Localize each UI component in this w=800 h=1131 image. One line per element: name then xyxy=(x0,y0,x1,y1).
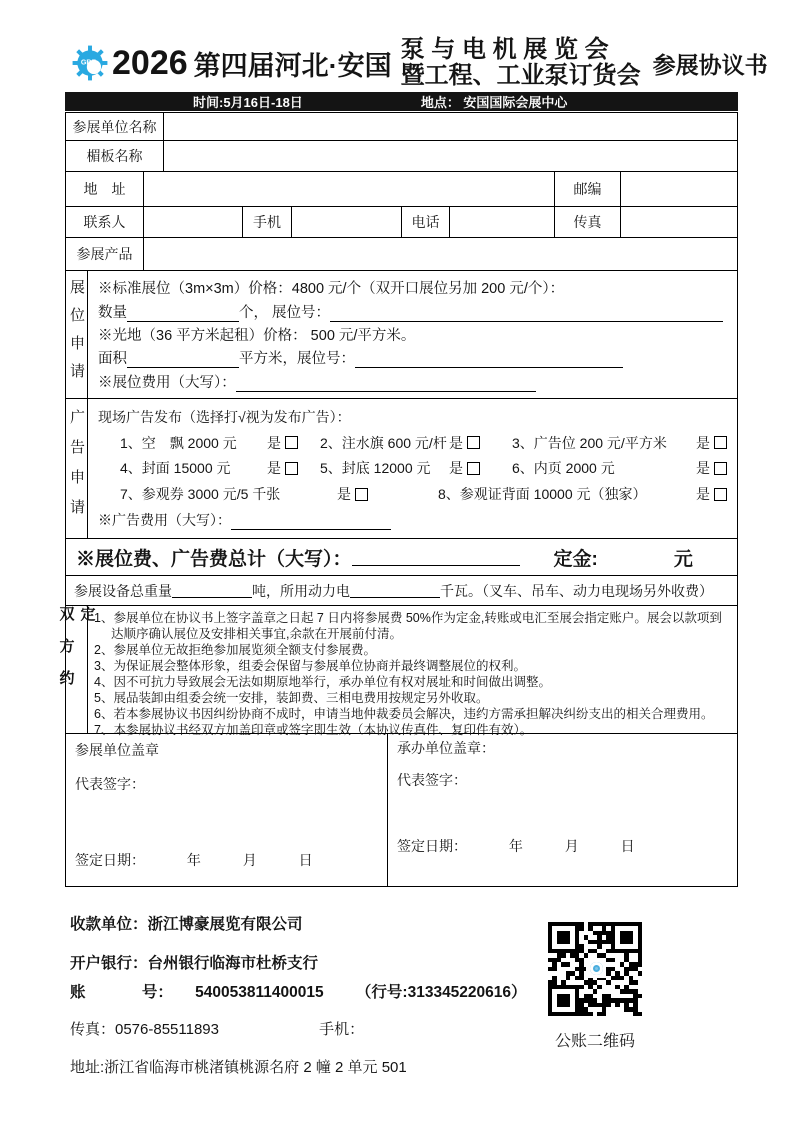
booth-area-line xyxy=(98,347,727,368)
phone-field[interactable] xyxy=(450,207,555,237)
ad-item-3-checkbox[interactable] xyxy=(714,436,727,449)
term-1: 1、参展单位在协议书上签字盖章之日起 7 日内将参展费 50%作为定金,转账或电汇至展会指定账户。展会以款项到达顺序确认展位及安排相关事宜,余款在开展前付清。 xyxy=(94,611,722,641)
address-field[interactable] xyxy=(144,172,555,206)
company-name-field[interactable] xyxy=(164,113,737,140)
ad-item-8 xyxy=(438,484,727,504)
event-venue: 地点： 安国国际会展中心 xyxy=(420,95,568,110)
booth-standard-price-line: ※标准展位（3m×3m）价格：4800 元/个（双开口展位另加 200 元/个）： xyxy=(98,281,565,298)
ad-item-4-label: 4、封面 15000 元 xyxy=(120,460,231,477)
ad-item-2-label: 2、注水旗 600 元/杆 xyxy=(320,434,447,451)
ad-item-8-yes-label: 是 xyxy=(696,486,710,503)
organizer-sign-label[interactable]: 代表签字： xyxy=(397,772,467,788)
totals-label: ※展位费、广告费总计（大写）： xyxy=(76,548,352,570)
term-4: 4、因不可抗力导致展会无法如期原地举行，承办单位有权对展址和时间做出调整。 xyxy=(94,675,551,689)
address-label: 地 址 xyxy=(66,172,144,206)
logo-text: GBZ xyxy=(80,58,96,67)
signature-section xyxy=(66,734,737,886)
equipment-mid-label: 吨，所用动力电 xyxy=(252,582,350,599)
postcode-label: 邮编 xyxy=(555,172,621,206)
fascia-name-field[interactable] xyxy=(164,141,737,171)
booth-rawspace-price-line: ※光地（36 平方米起租）价格： 500 元/平方米。 xyxy=(98,327,416,344)
ad-fee-label: ※广告费用（大写）： xyxy=(98,512,231,529)
document-type-title: 参展协议书 xyxy=(652,51,768,78)
totals-row xyxy=(66,539,737,576)
booth-quantity-line xyxy=(98,301,727,322)
ad-item-2-yes-label: 是 xyxy=(449,434,463,451)
booth-qty-suffix: 个， 展位号： xyxy=(239,304,331,321)
ad-item-4-yes-label: 是 xyxy=(267,460,281,477)
ad-item-3-label: 3、广告位 200 元/平方米 xyxy=(512,434,667,451)
postcode-field[interactable] xyxy=(621,172,737,206)
ad-item-5-yes-label: 是 xyxy=(449,460,463,477)
account-no-label: 号： xyxy=(141,984,173,1001)
mobile-label: 手机 xyxy=(243,207,292,237)
products-label: 参展产品 xyxy=(66,238,144,270)
booth-area-label: 面积 xyxy=(98,351,127,368)
header xyxy=(63,34,768,92)
address-row xyxy=(66,172,737,207)
products-row xyxy=(66,238,737,271)
booth-fee-line xyxy=(98,371,727,392)
equipment-weight-blank[interactable] xyxy=(172,583,252,598)
ad-item-1 xyxy=(120,433,298,453)
term-5: 5、展品装卸由组委会统一安排，装卸费、三相电费用按规定另外收取。 xyxy=(94,691,489,705)
term-6: 6、若本参展协议书因纠纷协商不成时，申请当地仲裁委员会解决，违约方需承担解决纠纷支出的相关合理费用。 xyxy=(94,707,714,721)
ad-fee-line xyxy=(98,510,727,530)
equipment-tail-label: 千瓦。（叉车、吊车、动力电现场另外收费） xyxy=(440,582,713,599)
ad-item-7-label: 7、参观券 3000 元/5 千张 xyxy=(120,486,281,503)
deposit-unit: 元 xyxy=(673,548,693,570)
organizer-day-label: 日 xyxy=(620,838,635,854)
event-title-line2: 暨工程、工业泵订货会 xyxy=(400,62,641,89)
ad-intro-line: 现场广告发布（选择打√视为发布广告）： xyxy=(98,408,351,425)
equipment-power-blank[interactable] xyxy=(350,583,440,598)
ad-item-1-label: 1、空 飘 2000 元 xyxy=(120,434,237,451)
booth-area-suffix: 平方米，展位号： xyxy=(239,351,355,368)
exhibitor-date-label: 签定日期： xyxy=(75,852,145,868)
ad-item-7-yes-label: 是 xyxy=(337,486,351,503)
deposit-label: 定金: xyxy=(553,548,598,570)
ad-item-8-checkbox[interactable] xyxy=(714,488,727,501)
exhibitor-date-line[interactable] xyxy=(75,850,313,870)
booth-area-blank[interactable] xyxy=(127,353,239,368)
ad-section-label-cell xyxy=(66,399,88,538)
term-3: 3、为保证展会整体形象，组委会保留与参展单位协商并最终调整展位的权利。 xyxy=(94,659,526,673)
terms-section-label-cell xyxy=(57,606,96,733)
event-time: 时间:5月16日-18日 xyxy=(193,95,303,110)
ad-item-1-checkbox[interactable] xyxy=(285,436,298,449)
booth-fee-label: ※展位费用（大写）： xyxy=(98,374,236,391)
gear-logo-icon xyxy=(71,44,109,82)
booth-section-label-cell xyxy=(66,271,88,398)
booth-section-label: 展位申请 xyxy=(68,278,85,391)
exhibitor-signature-cell xyxy=(66,734,388,886)
booth-number-blank[interactable] xyxy=(330,307,723,322)
exhibitor-day-label: 日 xyxy=(298,852,313,868)
ad-item-3-yes-label: 是 xyxy=(696,434,710,451)
payee-line: 收款单位：浙江博豪展览有限公司 xyxy=(70,916,303,933)
bank-line: 开户银行：台州银行临海市杜桥支行 xyxy=(70,955,319,972)
booth-qty-label: 数量 xyxy=(98,304,127,321)
fax-number: 传真：0576-85511893 xyxy=(70,1021,219,1038)
account-label: 账 xyxy=(70,984,86,1001)
bank-code: （行号:313345220616） xyxy=(355,984,527,1001)
fax-field[interactable] xyxy=(621,207,737,237)
ad-item-4-checkbox[interactable] xyxy=(285,462,298,475)
ad-item-6 xyxy=(512,458,727,478)
event-region: 第四届河北·安国 xyxy=(193,50,392,81)
ad-item-6-yes-label: 是 xyxy=(696,460,710,477)
totals-blank[interactable] xyxy=(352,548,520,566)
booth-qty-blank[interactable] xyxy=(127,307,239,322)
company-name-row xyxy=(66,113,737,141)
term-2: 2、参展单位无故拒绝参加展览须全额支付参展费。 xyxy=(94,643,376,657)
mobile-field[interactable] xyxy=(292,207,402,237)
ad-item-5-label: 5、封底 12000 元 xyxy=(320,460,431,477)
mobile-line-label: 手机： xyxy=(319,1021,365,1038)
ad-item-7 xyxy=(120,484,368,504)
fax-label: 传真 xyxy=(555,207,621,237)
qr-caption: 公账二维码 xyxy=(554,1033,635,1050)
ad-section xyxy=(66,399,737,539)
event-year: 2026 xyxy=(112,43,188,82)
phone-label: 电话 xyxy=(402,207,450,237)
event-title xyxy=(401,37,641,89)
organizer-date-label: 签定日期： xyxy=(397,838,467,854)
ad-item-5 xyxy=(320,458,480,478)
contact-row xyxy=(66,207,737,238)
account-number: 540053811400015 xyxy=(195,984,324,1001)
ad-item-2 xyxy=(320,433,480,453)
ad-item-1-yes-label: 是 xyxy=(267,434,281,451)
terms-section xyxy=(57,606,737,737)
contact-label: 联系人 xyxy=(66,207,144,237)
ad-item-4 xyxy=(120,458,298,478)
contact-field[interactable] xyxy=(144,207,243,237)
agreement-form xyxy=(57,112,738,887)
ad-item-7-checkbox[interactable] xyxy=(355,488,368,501)
ad-items-row3 xyxy=(98,484,727,504)
fascia-name-row xyxy=(66,141,737,172)
ad-items-row2 xyxy=(98,458,727,478)
exhibitor-stamp-label: 参展单位盖章 xyxy=(75,742,159,758)
booth-area-number-blank[interactable] xyxy=(355,353,623,368)
fax-line xyxy=(70,1018,540,1039)
exhibitor-year-label: 年 xyxy=(186,852,201,868)
account-line xyxy=(70,980,540,1002)
terms-section-label: 双方约定 xyxy=(57,606,96,702)
equipment-weight-label: 参展设备总重量 xyxy=(74,582,172,599)
ad-item-6-checkbox[interactable] xyxy=(714,462,727,475)
booth-fee-blank[interactable] xyxy=(236,377,536,392)
ad-item-5-checkbox[interactable] xyxy=(467,462,480,475)
ad-section-label: 广告申请 xyxy=(68,408,85,529)
organizer-month-label: 月 xyxy=(564,838,579,854)
event-title-line1: 泵 与 电 机 展 览 会 xyxy=(400,36,609,63)
fascia-name-label: 楣板名称 xyxy=(66,141,164,171)
organizer-stamp-label: 承办单位盖章： xyxy=(397,740,495,756)
organizer-year-label: 年 xyxy=(508,838,523,854)
exhibitor-month-label: 月 xyxy=(242,852,257,868)
exhibitor-sign-label[interactable]: 代表签字： xyxy=(75,776,145,792)
term-7: 7、本参展协议书经双方加盖印章或签字即生效（本协议传真件、复印件有效）。 xyxy=(94,723,533,737)
booth-section xyxy=(66,271,737,399)
ad-item-6-label: 6、内页 2000 元 xyxy=(512,460,615,477)
ad-fee-blank[interactable] xyxy=(231,515,391,530)
company-name-label: 参展单位名称 xyxy=(66,113,164,140)
address-line: 地址:浙江省临海市桃渚镇桃源名府 2 幢 2 单元 501 xyxy=(70,1059,407,1076)
payment-info xyxy=(70,900,540,1077)
organizer-date-line[interactable] xyxy=(397,836,635,856)
organizer-signature-cell xyxy=(388,734,737,886)
equipment-row xyxy=(66,576,737,606)
products-field[interactable] xyxy=(144,238,737,270)
qr-center-logo-icon xyxy=(586,958,606,978)
ad-item-3 xyxy=(512,433,727,453)
ad-items-row1 xyxy=(98,433,727,453)
ad-item-8-label: 8、参观证背面 10000 元（独家） xyxy=(438,486,647,503)
event-info-bar xyxy=(65,92,738,111)
ad-item-2-checkbox[interactable] xyxy=(467,436,480,449)
